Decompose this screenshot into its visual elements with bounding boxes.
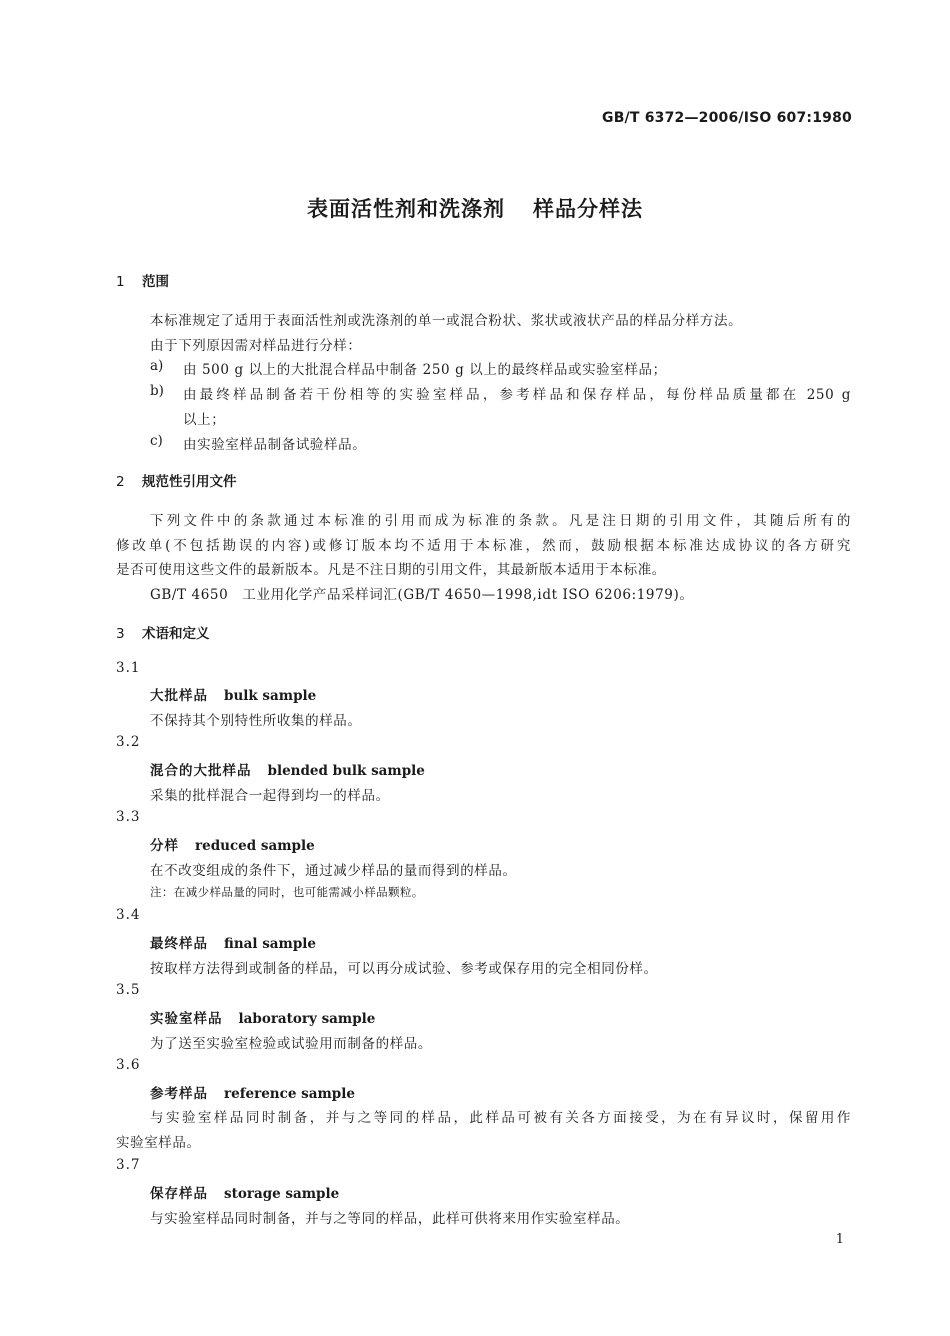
term-definition: 与实验室样品同时制备，并与之等同的样品，此样可供将来用作实验室样品。 [150,1211,630,1227]
term-zh: 最终样品 [150,936,208,952]
document-title [0,193,950,223]
list-item-text-continued: 以上； [183,412,226,428]
page-number: 1 [835,1232,844,1247]
section-title: 术语和定义 [142,626,210,642]
term-definition-line-1: 与实验室样品同时制备，并与之等同的样品，此样品可被有关各方面接受，为在有异议时，保留用作 [150,1110,851,1126]
term-number: 3.1 [116,660,141,676]
term-zh: 保存样品 [150,1186,208,1202]
term-definition: 在不改变组成的条件下，通过减少样品的量而得到的样品。 [150,863,517,879]
list-item-text: 由最终样品制备若干份相等的实验室样品，参考样品和保存样品，每份样品质量都在 250 g [183,387,851,403]
section-number: 1 [116,274,125,290]
term-heading [150,759,425,779]
list-item-label: a) [150,358,164,374]
term-en: reduced sample [195,838,315,854]
term-definition: 为了送至实验室检验或试验用而制备的样品。 [150,1036,432,1052]
list-item-text: 由 500 g 以上的大批混合样品中制备 250 g 以上的最终样品或实验室样品； [183,362,667,378]
section-2-heading [116,470,237,490]
section-1-paragraph-2: 由于下列原因需对样品进行分样： [150,338,362,354]
term-number: 3.5 [116,982,141,998]
section-1-paragraph-1: 本标准规定了适用于表面活性剂或洗涤剂的单一或混合粉状、浆状或液状产品的样品分样方法。 [150,313,743,329]
term-number: 3.7 [116,1157,141,1173]
section-1-heading [116,270,169,290]
term-en: bulk sample [224,688,317,704]
term-zh: 大批样品 [150,688,208,704]
term-definition-line-2: 实验室样品。 [116,1135,201,1151]
term-definition: 按取样方法得到或制备的样品，可以再分成试验、参考或保存用的完全相同份样。 [150,961,658,977]
section-title: 规范性引用文件 [142,474,237,490]
term-zh: 混合的大批样品 [150,763,252,779]
term-definition: 采集的批样混合一起得到均一的样品。 [150,788,390,804]
term-note: 注：在减少样品量的同时，也可能需减小样品颗粒。 [150,885,424,899]
term-number: 3.4 [116,907,141,923]
term-number: 3.3 [116,809,141,825]
term-en: reference sample [224,1086,355,1102]
section-number: 3 [116,626,125,642]
term-heading [150,834,315,854]
section-number: 2 [116,474,125,490]
term-heading [150,1007,375,1027]
term-definition: 不保持其个别特性所收集的样品。 [150,713,362,729]
term-en: final sample [224,936,316,952]
term-heading [150,684,316,704]
term-number: 3.2 [116,734,141,750]
section-2-paragraph-line-2: 修改单(不包括勘误的内容)或修订版本均不适用于本标准，然而，鼓励根据本标准达成协议的各方研究 [116,538,851,554]
term-heading [150,932,316,952]
term-en: laboratory sample [238,1011,376,1027]
section-2-paragraph-line-1: 下列文件中的条款通过本标准的引用而成为标准的条款。凡是注日期的引用文件，其随后所有的 [150,513,851,529]
title-part-1: 表面活性剂和洗涤剂 [307,197,505,221]
list-item-text: 由实验室样品制备试验样品。 [183,437,367,453]
term-zh: 参考样品 [150,1086,208,1102]
normative-reference: GB/T 4650 工业用化学产品采样词汇(GB/T 4650—1998,idt ISO 6206:1979)。 [150,587,694,603]
list-item-label: c) [150,433,163,449]
term-number: 3.6 [116,1057,141,1073]
section-3-heading [116,622,210,642]
term-en: storage sample [224,1186,340,1202]
term-zh: 分样 [150,838,179,854]
standard-code-header: GB/T 6372—2006/ISO 607:1980 [602,110,852,126]
section-title: 范围 [142,274,169,290]
term-zh: 实验室样品 [150,1011,223,1027]
title-part-2: 样品分样法 [533,197,643,221]
list-item-label: b) [150,383,164,399]
term-en: blended bulk sample [267,763,425,779]
section-2-paragraph-line-3: 是否可使用这些文件的最新版本。凡是不注日期的引用文件，其最新版本适用于本标准。 [116,562,666,578]
term-heading [150,1082,355,1102]
term-heading [150,1182,339,1202]
